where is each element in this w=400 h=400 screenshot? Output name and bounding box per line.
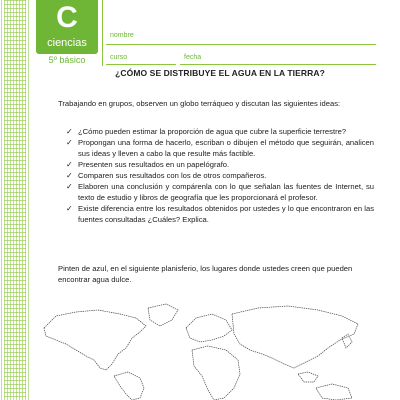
check-icon: ✓ [66,127,73,136]
subject-label: ciencias [47,37,87,49]
name-label: nombre [110,32,134,39]
list-item-text: Comparen sus resultados con los de otros compañeros. [78,171,267,180]
check-icon: ✓ [66,138,73,147]
check-icon: ✓ [66,171,73,180]
decorative-strip-lines [4,0,26,400]
list-item [66,203,374,225]
check-icon: ✓ [66,182,73,191]
japan-outline [342,334,352,348]
list-item [66,159,374,170]
greenland-outline [148,304,178,326]
date-line[interactable] [180,64,376,65]
grade-label: 5º básico [48,55,86,65]
list-item [66,170,374,181]
check-icon: ✓ [66,204,73,213]
list-item-text: ¿Cómo pueden estimar la proporción de agua que cubre la superficie terrestre? [78,127,347,136]
header-divider [102,0,103,66]
islands-outline [298,372,318,382]
list-item-text: Presenten sus resultados en un papelógrafo. [78,160,230,169]
list-item [66,181,374,203]
australia-outline [316,384,352,400]
check-icon: ✓ [66,160,73,169]
subject-badge [36,0,98,54]
list-item [66,137,374,159]
africa-outline [192,346,240,400]
asia-outline [232,306,358,368]
closing-instruction: Pinten de azul, en el siguiente planisferio, los lugares donde ustedes creen que pueden encontrar agua dulce. [58,264,353,284]
list-item [66,126,374,137]
page-title: ¿CÓMO SE DISTRIBUYE EL AGUA EN LA TIERRA? [115,68,325,78]
badge-letter: C [56,1,78,34]
course-line[interactable] [106,64,176,65]
south-america-outline [114,372,144,400]
list-item-text: Existe diferencia entre los resultados obtenidos por ustedes y lo que encontraron en las fuentes consultadas ¿Cuáles? Explica. [78,204,374,224]
course-label: curso [110,54,128,61]
name-line[interactable] [106,44,376,45]
europe-outline [186,314,232,342]
world-map-outline[interactable] [36,298,366,400]
task-list [66,126,374,225]
date-label: fecha [184,54,202,61]
list-item-text: Propongan una forma de hacerlo, escriban o dibujen el método que seguirán, analicen sus ideas y lleven a cabo la que resulte más factible. [78,138,374,158]
list-item-text: Elaboren una conclusión y compárenla con lo que señalan las fuentes de Internet, su texto de estudio y libros de geografía que les proporcionará el profesor. [78,182,374,202]
north-america-outline [44,310,146,370]
intro-paragraph: Trabajando en grupos, observen un globo terráqueo y discutan las siguientes ideas: [58,99,341,108]
